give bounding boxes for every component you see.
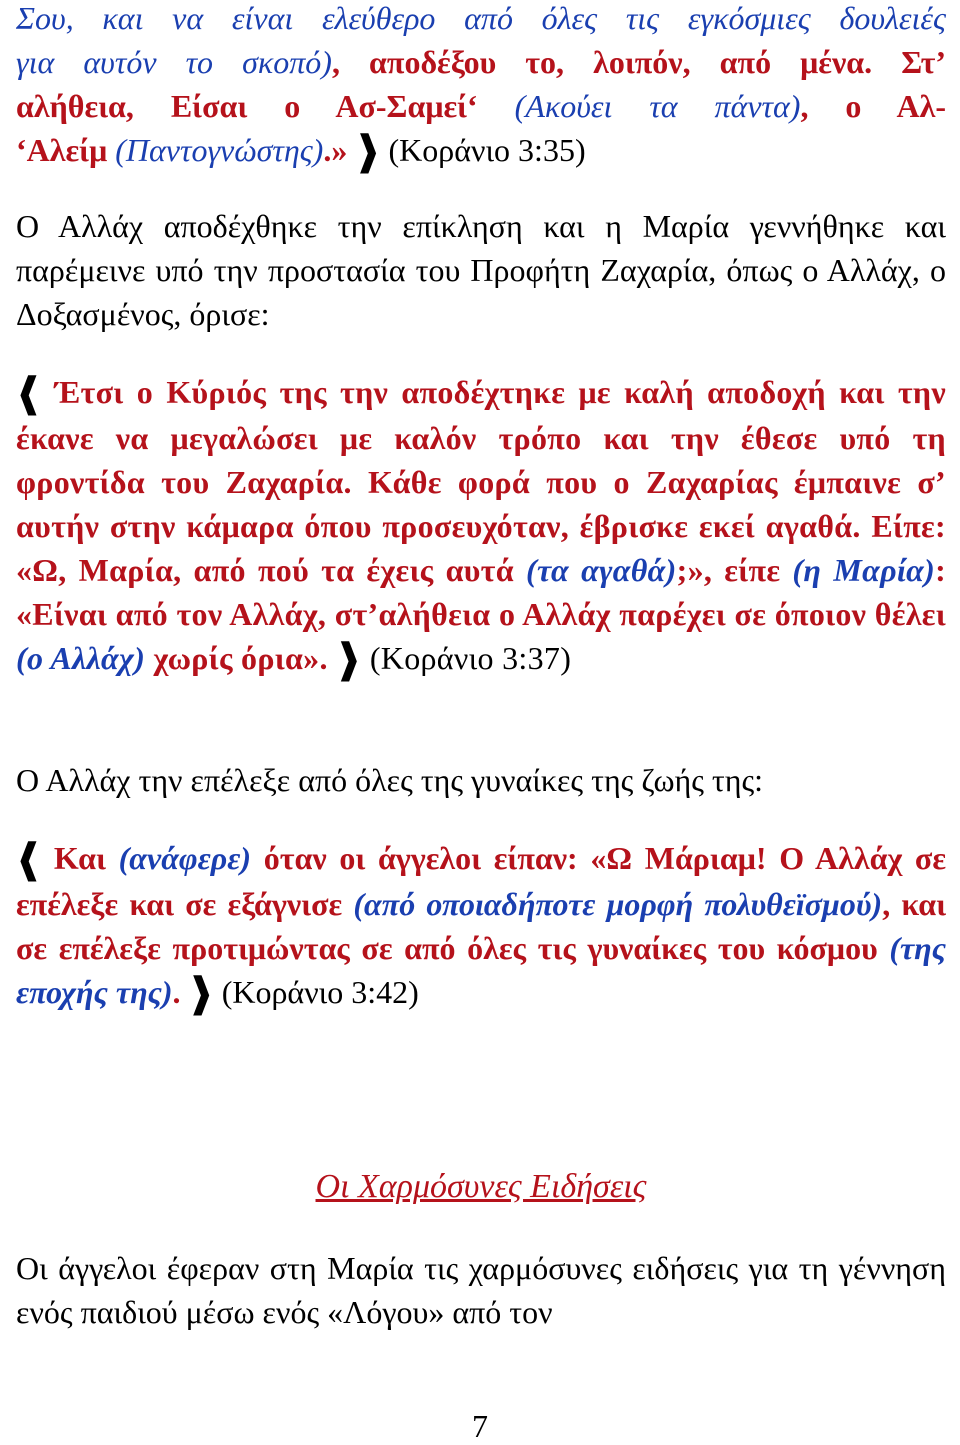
verse-gloss: (από οποιαδήποτε μορφή πολυθεϊσμού) xyxy=(353,886,883,922)
verse-text: .» xyxy=(323,132,348,168)
body-paragraph: Ο Αλλάχ την επέλεξε από όλες της γυναίκες της ζωής της: xyxy=(16,762,764,798)
verse-3-42 xyxy=(16,836,946,1016)
closing-bracket-ornament-icon: ❱ xyxy=(355,129,381,173)
quran-reference: (Κοράνιο 3:42) xyxy=(221,974,419,1010)
verse-gloss: για αυτόν το σκοπό) xyxy=(16,44,332,80)
closing-bracket-ornament-icon: ❱ xyxy=(336,637,362,681)
verse-line: Σου, και να είναι ελεύθερο από όλες τις εγκόσμιες δουλειές xyxy=(16,0,946,36)
body-paragraph: Ο Αλλάχ αποδέχθηκε την επίκληση και η Μαρία γεννήθηκε και παρέμεινε υπό την προστασία του Προφήτη Ζαχαρία, όπως ο Αλλάχ, ο Δοξασμένος, όρισε: xyxy=(16,208,946,332)
section-title: Οι Χαρμόσυνες Ειδήσεις xyxy=(315,1168,647,1205)
verse-gloss: (Παντογνώστης) xyxy=(115,132,324,168)
opening-bracket-ornament-icon: ❰ xyxy=(16,371,42,415)
verse-3-37 xyxy=(16,370,946,682)
verse-3-35-continuation xyxy=(16,0,946,174)
verse-text: . xyxy=(172,974,181,1010)
verse-gloss: (της εποχής της) xyxy=(16,930,946,1010)
verse-gloss: (η Μαρία) xyxy=(792,552,936,588)
verse-text: Και xyxy=(41,840,119,876)
verse-gloss: (τα αγαθά) xyxy=(526,552,677,588)
verse-gloss: (Ακούει τα πάντα) xyxy=(514,88,801,124)
verse-gloss: (ανάφερε) xyxy=(118,840,251,876)
verse-text: , αποδέξου το, λοιπόν, από μένα. Στ’ xyxy=(331,44,947,80)
verse-text: χωρίς όρια». xyxy=(145,640,328,676)
verse-gloss: (ο Αλλάχ) xyxy=(16,640,146,676)
verse-text: , ο Αλ- xyxy=(800,88,947,124)
quran-reference: (Κοράνιο 3:37) xyxy=(369,640,572,676)
opening-bracket-ornament-icon: ❰ xyxy=(16,837,42,881)
verse-text: αλήθεια, Είσαι ο Ασ-Σαμεί‘ xyxy=(16,88,478,124)
quran-reference: (Κοράνιο 3:35) xyxy=(388,132,586,168)
closing-bracket-ornament-icon: ❱ xyxy=(188,971,214,1015)
body-paragraph: Οι άγγελοι έφεραν στη Μαρία τις χαρμόσυνες ειδήσεις για τη γέννηση ενός παιδιού μέσω ενός «Λόγου» από τον xyxy=(16,1250,946,1330)
verse-text: : «Είναι από τον Αλλάχ, στ’αλήθεια ο Αλλάχ παρέχει σε όποιον θέλει xyxy=(16,552,947,632)
verse-text: όταν οι άγγελοι είπαν: «Ω Μάριαμ! Ο Αλλάχ σε επέλεξε και σε εξάγνισε xyxy=(16,840,947,922)
verse-text: Έτσι ο Κύριός της την αποδέχτηκε με καλή αποδοχή και την έκανε να μεγαλώσει με καλόν τρόπο και την έθεσε υπό τη φροντίδα του Ζαχαρία. Κάθε φορά που ο Ζαχαρίας έμπαινε σ’ αυτήν στην κάμαρα όπου προσευχόταν, έβρισκε εκεί αγαθά. Είπε: «Ω, Μαρία, από πού τα έχεις αυτά xyxy=(16,374,946,588)
verse-text: , και σε επέλεξε προτιμώντας σε από όλες τις γυναίκες του κόσμου xyxy=(16,886,947,966)
verse-text: ‘Αλείμ xyxy=(16,132,108,168)
verse-text: ;», είπε xyxy=(676,552,793,588)
page-number: 7 xyxy=(472,1408,488,1444)
